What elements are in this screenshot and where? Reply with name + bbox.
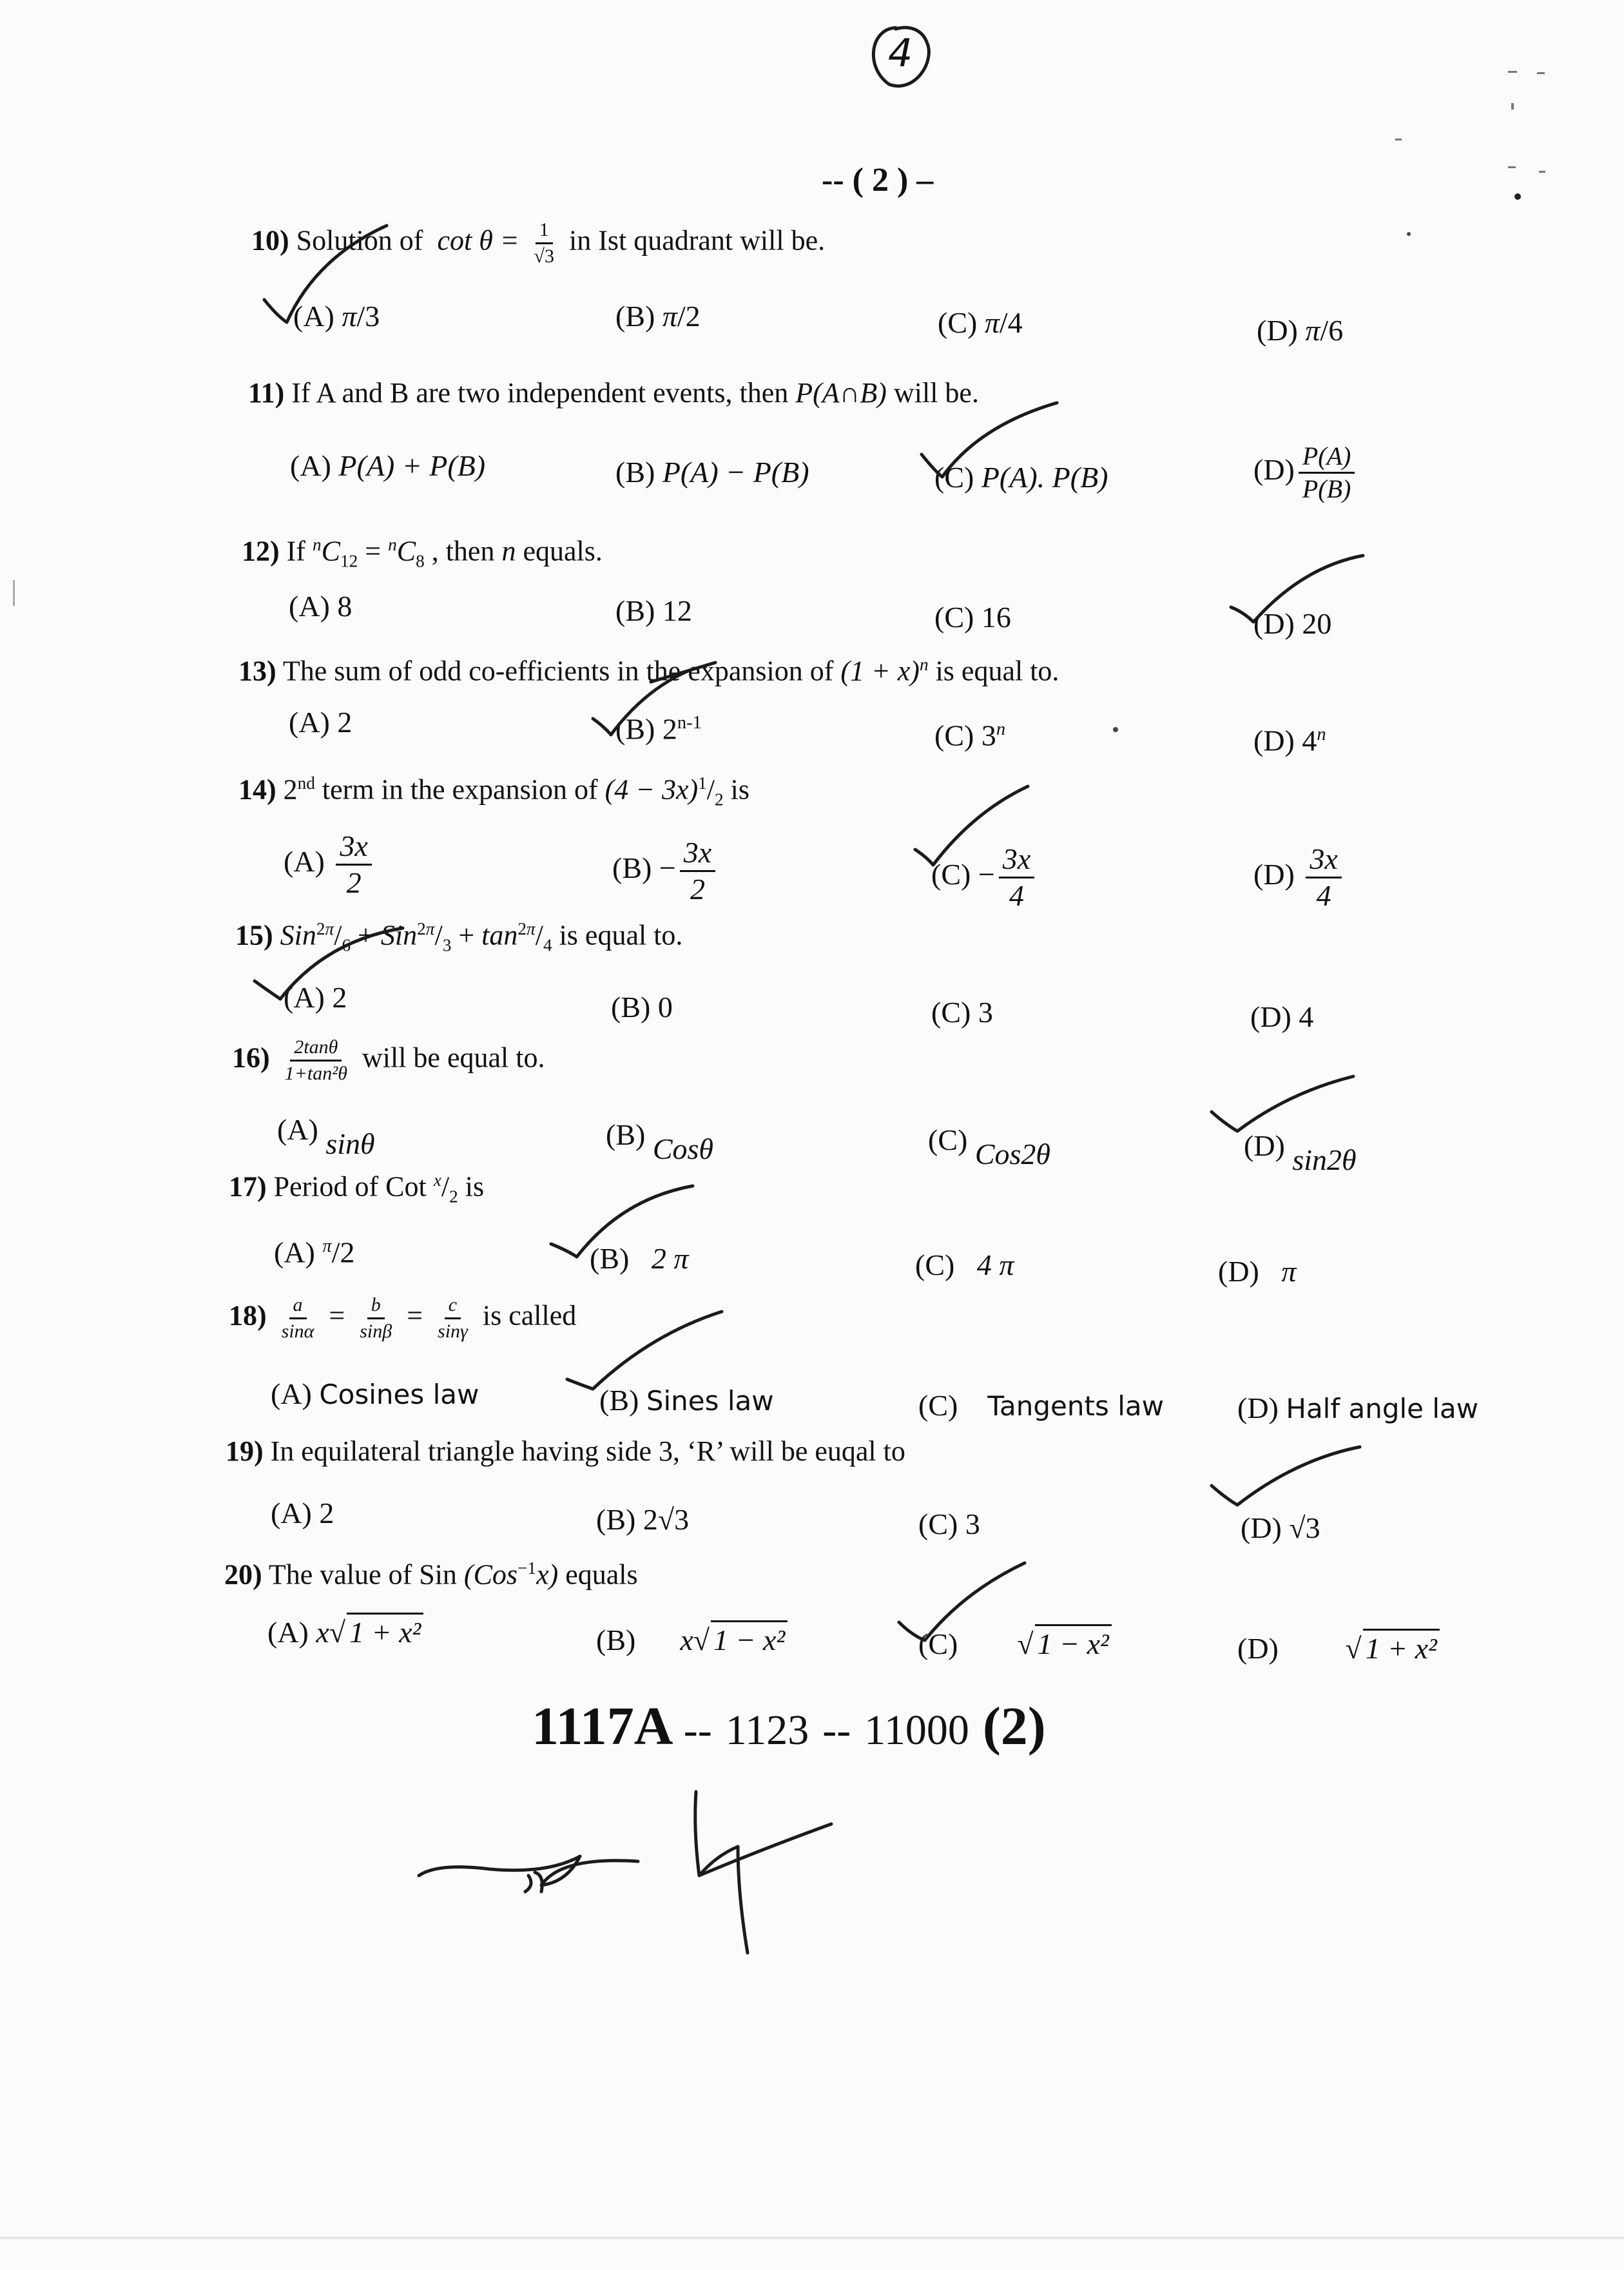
option-12b: (B) 12 bbox=[615, 594, 692, 627]
option-17d: (D) π bbox=[1218, 1255, 1297, 1288]
option-10b: (B) π/2 bbox=[615, 300, 701, 333]
option-16b: (B) Cosθ bbox=[606, 1118, 714, 1165]
question-20: 20) The value of Sin (Cos$^{-1}$x) equals bbox=[224, 1558, 638, 1591]
scan-artifact bbox=[1508, 71, 1517, 73]
fraction: $\frac{2\tan\theta}{\text{1+tan²θ}}$ bbox=[284, 1036, 347, 1084]
question-text: In equilateral triangle having side 3, ‘R’ will be euqal to bbox=[270, 1435, 905, 1467]
option-20c: (C) √ 1 − x² bbox=[918, 1629, 1112, 1659]
option-14a: (A) $\frac{3x}{2}$ bbox=[284, 831, 376, 898]
question-17: 17) Period of Cot $^x/_2$ is bbox=[229, 1170, 485, 1207]
question-number: 10) bbox=[251, 224, 289, 257]
question-number: 15) bbox=[235, 919, 273, 951]
option-14d: (D) $\frac{3x}{4}$ bbox=[1253, 844, 1346, 911]
scan-artifact bbox=[1508, 166, 1516, 168]
scan-artifact bbox=[13, 580, 15, 606]
question-number: 19) bbox=[226, 1435, 264, 1467]
option-13b: (B) 2$^{n-1}$ bbox=[615, 712, 702, 746]
option-12a: (A) 8 bbox=[289, 590, 353, 623]
question-18: 18) $\frac{a}{\sin\alpha}$ = $\frac{b}{\sin\beta}$ = $\frac{c}{\sin\gamma}$ is called bbox=[229, 1294, 577, 1342]
option-19b: (B) 2√3 bbox=[596, 1503, 690, 1536]
question-16: 16) $\frac{2\tan\theta}{\text{1+tan²θ}}$ will be equal to. bbox=[232, 1036, 545, 1084]
scan-artifact bbox=[1514, 193, 1521, 200]
question-13: 13) The sum of odd co-efficients in the expansion of $(1 + x)^n$ is equal to. bbox=[238, 655, 1059, 687]
option-20a: (A) x√ 1 + x² bbox=[267, 1618, 423, 1647]
option-10c: (C) π/4 bbox=[938, 306, 1023, 339]
question-15: 15) $Sin^{2\pi}/_6 + Sin^{2\pi}/_3 + \tan^{2\pi}/_4$ is equal to. bbox=[235, 919, 683, 955]
option-13a: (A) 2 bbox=[289, 706, 353, 739]
option-16a: (A) sinθ bbox=[277, 1113, 375, 1160]
page-marker: 4 bbox=[888, 31, 913, 76]
paper-code: 1117A -- 1123 -- 11000 (2) bbox=[532, 1696, 1046, 1756]
option-15b: (B) 0 bbox=[611, 991, 673, 1023]
option-11c: (C) P(A). P(B) bbox=[934, 461, 1108, 494]
tick-mark-icon bbox=[1205, 1434, 1373, 1518]
scan-artifact bbox=[1539, 171, 1545, 173]
question-number: 20) bbox=[224, 1558, 262, 1591]
option-15a: (A) 2 bbox=[284, 981, 347, 1014]
option-13c: (C) 3$^n$ bbox=[934, 719, 1006, 752]
question-10 bbox=[251, 220, 825, 266]
signature-icon bbox=[412, 1779, 864, 1959]
option-20d: (D) √ 1 + x² bbox=[1237, 1634, 1440, 1664]
option-11a: (A) P(A) + P(B) bbox=[290, 449, 486, 482]
option-10d: (D) π/6 bbox=[1257, 314, 1344, 347]
question-14: 14) 2nd term in the expansion of $(4 - 3x)^1/_2$ is bbox=[238, 773, 749, 810]
option-10a: (A) π/3 bbox=[293, 300, 380, 333]
option-18b: (B) Sines law bbox=[599, 1384, 774, 1417]
scan-artifact bbox=[1113, 727, 1118, 732]
paper-code-id: 1117A bbox=[532, 1696, 670, 1756]
question-text-suffix: in Ist quadrant will be. bbox=[568, 224, 826, 257]
question-number: 17) bbox=[229, 1170, 267, 1203]
question-text-suffix: will be. bbox=[893, 377, 979, 409]
question-number: 12) bbox=[242, 535, 280, 567]
option-16d: (D) sin2θ bbox=[1244, 1129, 1357, 1176]
scan-artifact bbox=[1537, 72, 1545, 74]
option-11b: (B) P(A) − P(B) bbox=[615, 456, 809, 489]
question-number: 14) bbox=[238, 773, 276, 806]
question-expression: cot θ = bbox=[437, 224, 519, 257]
scan-artifact bbox=[0, 2236, 1624, 2239]
option-19d: (D) √3 bbox=[1241, 1511, 1320, 1544]
question-number: 16) bbox=[232, 1042, 270, 1074]
option-18c: (C) Tangents law bbox=[918, 1389, 1164, 1422]
option-13d: (D) 4$^n$ bbox=[1253, 724, 1326, 757]
question-expression: P(A∩B) bbox=[795, 377, 887, 409]
option-12d: (D) 20 bbox=[1253, 607, 1332, 640]
question-19 bbox=[226, 1437, 905, 1466]
question-text: Solution of bbox=[296, 224, 423, 257]
option-16c: (C) Cos2θ bbox=[928, 1123, 1051, 1170]
option-15d: (D) 4 bbox=[1250, 1000, 1314, 1033]
question-number: 11) bbox=[248, 377, 285, 409]
option-20b: (B) x√ 1 − x² bbox=[596, 1625, 788, 1655]
fraction: $\frac{1}{√3}$ bbox=[534, 219, 554, 267]
option-15c: (C) 3 bbox=[931, 996, 993, 1029]
option-18a: (A) Cosines law bbox=[271, 1377, 479, 1410]
question-number: 13) bbox=[238, 655, 276, 687]
option-18d: (D) Half angle law bbox=[1237, 1392, 1479, 1424]
option-17a: (A) $^\pi$/2 bbox=[274, 1236, 355, 1269]
option-19a: (A) 2 bbox=[271, 1497, 334, 1529]
page-header: -- ( 2 ) – bbox=[822, 162, 934, 199]
question-number: 18) bbox=[229, 1299, 267, 1332]
option-14c: (C) − $\frac{3x}{4}$ bbox=[931, 844, 1038, 911]
question-11 bbox=[248, 379, 979, 407]
scan-artifact bbox=[1395, 139, 1402, 141]
question-12: 12) If $^nC_{12} = ^nC_8$ , then n equals. bbox=[242, 535, 603, 571]
option-11d: (D) $\frac{P(A)}{P(B)}$ bbox=[1253, 443, 1358, 502]
question-text: If A and B are two independent events, then bbox=[291, 377, 789, 409]
option-14b: (B) − $\frac{3x}{2}$ bbox=[612, 838, 719, 904]
option-19c: (C) 3 bbox=[918, 1508, 980, 1540]
scan-artifact bbox=[1511, 103, 1514, 110]
option-17b: (B) 2 π bbox=[590, 1242, 689, 1275]
option-12c: (C) 16 bbox=[934, 601, 1011, 634]
signature-initial: 4 bbox=[709, 1792, 722, 1821]
scan-artifact bbox=[1407, 232, 1411, 236]
option-17c: (C) 4 π bbox=[915, 1248, 1014, 1281]
